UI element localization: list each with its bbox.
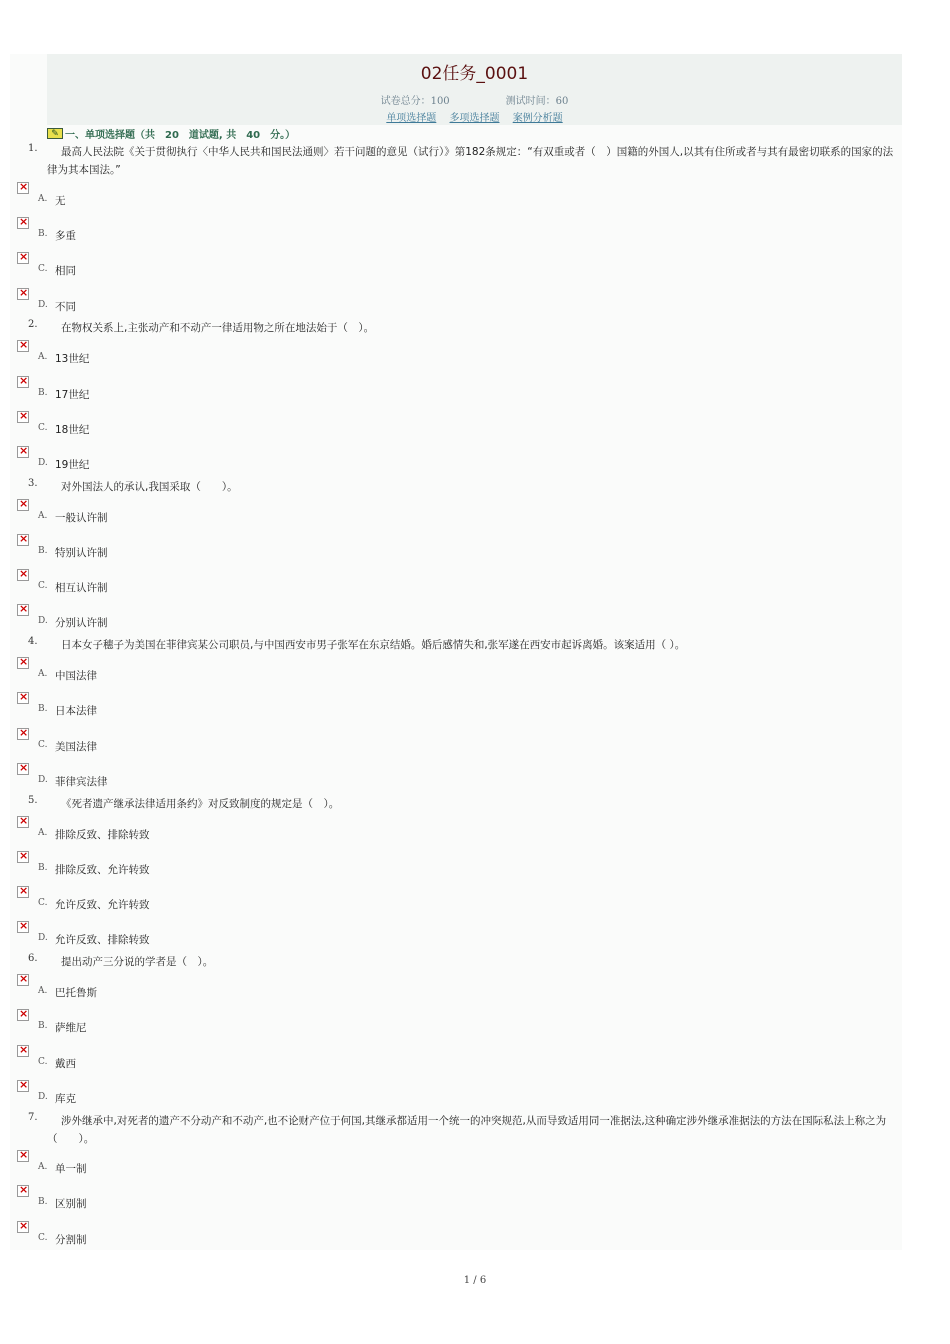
option-letter: A. <box>38 352 48 362</box>
option-checkbox-icon[interactable] <box>17 1221 29 1233</box>
option-letter: B. <box>38 863 48 873</box>
option-q6-a <box>0 974 400 998</box>
option-letter: C. <box>38 581 48 591</box>
question-number: 7. <box>28 1112 38 1123</box>
option-q2-d <box>0 446 400 470</box>
option-q2-c <box>0 411 400 435</box>
option-letter: B. <box>38 388 48 398</box>
nav-case-analysis-link[interactable]: 案例分析题 <box>512 113 563 124</box>
option-q1-d <box>0 288 400 312</box>
option-q4-a <box>0 657 400 681</box>
option-letter: A. <box>38 194 48 204</box>
option-text: 相同 <box>55 265 76 277</box>
exam-meta <box>47 92 902 107</box>
question-text: 对外国法人的承认,我国采取（ ）。 <box>61 481 238 493</box>
option-text: 单一制 <box>55 1163 87 1175</box>
option-q2-a <box>0 340 400 364</box>
option-q7-c <box>0 1221 400 1245</box>
question-number: 5. <box>28 795 38 806</box>
option-checkbox-icon[interactable] <box>17 657 29 669</box>
option-letter: A. <box>38 511 48 521</box>
question-text: 涉外继承中,对死者的遗产不分动产和不动产,也不论财产位于何国,其继承都适用一个统一的冲突规范,从而导致适用同一准据法,这种确定涉外继承准据法的方法在国际私法上称之为（ ）。 <box>47 1115 887 1145</box>
option-text: 日本法律 <box>55 705 97 717</box>
option-text: 相互认许制 <box>55 582 108 594</box>
option-letter: A. <box>38 828 48 838</box>
option-letter: A. <box>38 1162 48 1172</box>
option-q1-a <box>0 182 400 206</box>
option-letter: C. <box>38 898 48 908</box>
option-checkbox-icon[interactable] <box>17 411 29 423</box>
option-q7-a <box>0 1150 400 1174</box>
option-checkbox-icon[interactable] <box>17 974 29 986</box>
option-checkbox-icon[interactable] <box>17 252 29 264</box>
option-checkbox-icon[interactable] <box>17 376 29 388</box>
option-text: 允许反致、排除转致 <box>55 934 150 946</box>
option-text: 菲律宾法律 <box>55 776 108 788</box>
option-letter: C. <box>38 423 48 433</box>
option-text: 17世纪 <box>55 389 90 401</box>
option-q7-b <box>0 1185 400 1209</box>
option-letter: A. <box>38 986 48 996</box>
question-text: 提出动产三分说的学者是（ ）。 <box>61 956 214 968</box>
question-number: 4. <box>28 636 38 647</box>
option-text: 区别制 <box>55 1198 87 1210</box>
question-number: 3. <box>28 478 38 489</box>
option-checkbox-icon[interactable] <box>17 1185 29 1197</box>
option-q6-d <box>0 1080 400 1104</box>
question-number: 2. <box>28 319 38 330</box>
nav-multiple-choice-link[interactable]: 多项选择题 <box>449 113 500 124</box>
option-letter: D. <box>38 775 48 785</box>
option-letter: C. <box>38 264 48 274</box>
option-letter: B. <box>38 229 48 239</box>
option-q4-c <box>0 728 400 752</box>
option-q1-c <box>0 252 400 276</box>
option-letter: D. <box>38 300 48 310</box>
question-text: 日本女子穗子为美国在菲律宾某公司职员,与中国西安市男子张军在东京结婚。婚后感情失和,张军遂在西安市起诉离婚。该案适用（ ）。 <box>61 639 686 651</box>
option-q5-b <box>0 851 400 875</box>
option-q3-b <box>0 534 400 558</box>
option-q5-d <box>0 921 400 945</box>
option-text: 19世纪 <box>55 459 90 471</box>
option-letter: D. <box>38 458 48 468</box>
option-letter: C. <box>38 740 48 750</box>
option-q3-a <box>0 499 400 523</box>
option-q4-b <box>0 692 400 716</box>
pencil-icon: ✎ <box>47 128 63 139</box>
option-text: 中国法律 <box>55 670 97 682</box>
option-checkbox-icon[interactable] <box>17 851 29 863</box>
option-text: 多重 <box>55 230 76 242</box>
option-text: 分割制 <box>55 1234 87 1246</box>
option-checkbox-icon[interactable] <box>17 816 29 828</box>
option-q3-d <box>0 604 400 628</box>
option-text: 特别认许制 <box>55 547 108 559</box>
option-checkbox-icon[interactable] <box>17 921 29 933</box>
option-q2-b <box>0 376 400 400</box>
section-title: 一、单项选择题（共 20 道试题, 共 40 分。） <box>65 129 296 141</box>
option-letter: D. <box>38 1092 48 1102</box>
question-text: 在物权关系上,主张动产和不动产一律适用物之所在地法始于（ ）。 <box>61 322 375 334</box>
option-text: 库克 <box>55 1093 76 1105</box>
option-q6-b <box>0 1009 400 1033</box>
exam-title: 02任务_0001 <box>420 64 529 84</box>
option-text: 排除反致、允许转致 <box>55 864 150 876</box>
option-checkbox-icon[interactable] <box>17 1080 29 1092</box>
option-checkbox-icon[interactable] <box>17 763 29 775</box>
option-q1-b <box>0 217 400 241</box>
option-checkbox-icon[interactable] <box>17 886 29 898</box>
option-text: 不同 <box>55 301 76 313</box>
option-text: 一般认许制 <box>55 512 108 524</box>
question-number: 6. <box>28 953 38 964</box>
option-q5-c <box>0 886 400 910</box>
option-text: 美国法律 <box>55 741 97 753</box>
option-letter: C. <box>38 1057 48 1067</box>
option-checkbox-icon[interactable] <box>17 604 29 616</box>
option-text: 巴托鲁斯 <box>55 987 97 999</box>
page-number: 1 / 6 <box>463 1275 487 1286</box>
total-score: 试卷总分：100 <box>380 96 450 107</box>
option-letter: C. <box>38 1233 48 1243</box>
option-text: 排除反致、排除转致 <box>55 829 150 841</box>
option-checkbox-icon[interactable] <box>17 692 29 704</box>
option-checkbox-icon[interactable] <box>17 217 29 229</box>
option-letter: B. <box>38 704 48 714</box>
option-text: 萨维尼 <box>55 1022 87 1034</box>
nav-single-choice-link[interactable]: 单项选择题 <box>386 113 437 124</box>
section-nav <box>47 109 902 124</box>
section-heading <box>47 125 295 141</box>
option-q3-c <box>0 569 400 593</box>
option-q5-a <box>0 816 400 840</box>
option-text: 无 <box>55 195 66 207</box>
option-text: 分别认许制 <box>55 617 108 629</box>
option-letter: B. <box>38 1021 48 1031</box>
option-letter: B. <box>38 546 48 556</box>
option-checkbox-icon[interactable] <box>17 1009 29 1021</box>
option-letter: A. <box>38 669 48 679</box>
option-text: 18世纪 <box>55 424 90 436</box>
test-time: 测试时间：60 <box>505 96 569 107</box>
option-checkbox-icon[interactable] <box>17 446 29 458</box>
option-checkbox-icon[interactable] <box>17 340 29 352</box>
option-checkbox-icon[interactable] <box>17 1045 29 1057</box>
question-number: 1. <box>28 143 38 154</box>
option-q4-d <box>0 763 400 787</box>
option-text: 戴西 <box>55 1058 76 1070</box>
option-checkbox-icon[interactable] <box>17 534 29 546</box>
option-letter: D. <box>38 616 48 626</box>
option-q6-c <box>0 1045 400 1069</box>
option-text: 13世纪 <box>55 353 90 365</box>
option-checkbox-icon[interactable] <box>17 1150 29 1162</box>
option-checkbox-icon[interactable] <box>17 569 29 581</box>
option-letter: B. <box>38 1197 48 1207</box>
option-checkbox-icon[interactable] <box>17 288 29 300</box>
option-text: 允许反致、允许转致 <box>55 899 150 911</box>
option-checkbox-icon[interactable] <box>17 182 29 194</box>
option-letter: D. <box>38 933 48 943</box>
option-checkbox-icon[interactable] <box>17 499 29 511</box>
option-checkbox-icon[interactable] <box>17 728 29 740</box>
question-text: 《死者遗产继承法律适用条约》对反致制度的规定是（ ）。 <box>61 798 340 810</box>
question-text: 最高人民法院《关于贯彻执行〈中华人民共和国民法通则〉若干问题的意见（试行）》第182条规定：“有双重或者（ ）国籍的外国人,以其有住所或者与其有最密切联系的国家的法律为其本国法。” <box>47 146 894 176</box>
